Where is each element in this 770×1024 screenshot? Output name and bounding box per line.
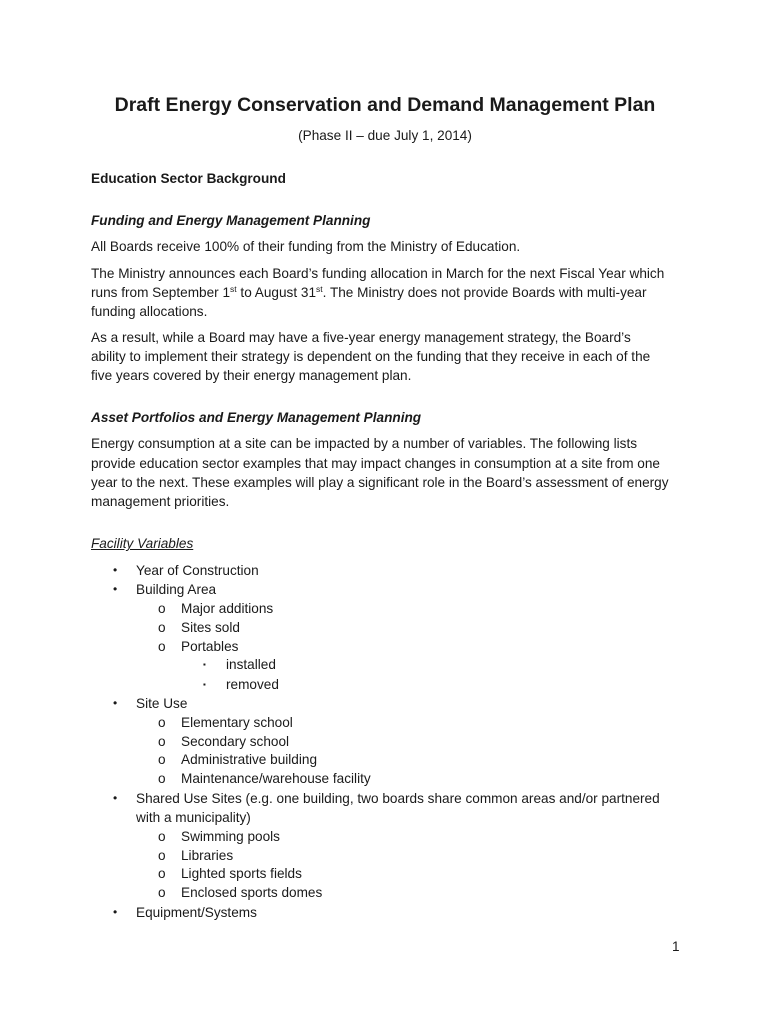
- circle-bullet-icon: o: [158, 829, 166, 844]
- list-item-elementary: Elementary school: [181, 715, 293, 730]
- list-item-equipment: Equipment/Systems: [136, 905, 257, 920]
- circle-bullet-icon: o: [158, 752, 166, 767]
- square-bullet-icon: ▪: [203, 660, 206, 669]
- list-item-year-of-construction: Year of Construction: [136, 563, 259, 578]
- page-subtitle: (Phase II – due July 1, 2014): [298, 128, 472, 143]
- superscript: st: [316, 284, 323, 294]
- page-title: Draft Energy Conservation and Demand Management Plan: [114, 94, 656, 116]
- circle-bullet-icon: o: [158, 848, 166, 863]
- assets-paragraph-line-1: Energy consumption at a site can be impacted by a number of variables. The following lists: [91, 436, 638, 451]
- text-fragment: to August 31: [236, 285, 317, 300]
- list-item-libraries: Libraries: [181, 848, 234, 863]
- list-item-shared-use-line-2: with a municipality): [136, 810, 251, 825]
- list-item-major-additions: Major additions: [181, 601, 274, 616]
- assets-heading: Asset Portfolios and Energy Management Planning: [91, 410, 422, 425]
- list-item-pools: Swimming pools: [181, 829, 280, 844]
- list-item-maintenance: Maintenance/warehouse facility: [181, 771, 371, 786]
- bullet-icon: •: [113, 696, 118, 710]
- assets-paragraph-line-4: management priorities.: [91, 494, 230, 509]
- circle-bullet-icon: o: [158, 620, 166, 635]
- circle-bullet-icon: o: [158, 885, 166, 900]
- square-bullet-icon: ▪: [203, 680, 206, 689]
- circle-bullet-icon: o: [158, 601, 166, 616]
- funding-paragraph-2-line-1: The Ministry announces each Board’s funding allocation in March for the next Fiscal Year which: [91, 266, 665, 281]
- list-item-sites-sold: Sites sold: [181, 620, 240, 635]
- funding-paragraph-3-line-1: As a result, while a Board may have a five-year energy management strategy, the Board’s: [91, 330, 631, 345]
- circle-bullet-icon: o: [158, 734, 166, 749]
- section-heading: Education Sector Background: [91, 171, 286, 186]
- bullet-icon: •: [113, 582, 118, 596]
- circle-bullet-icon: o: [158, 866, 166, 881]
- list-item-building-area: Building Area: [136, 582, 217, 597]
- funding-paragraph-2-line-3: funding allocations.: [91, 304, 208, 319]
- page-number: 1: [672, 939, 680, 954]
- list-item-installed: installed: [226, 657, 276, 672]
- funding-paragraph-3-line-3: five years covered by their energy management plan.: [91, 368, 412, 383]
- list-item-portables: Portables: [181, 639, 239, 654]
- list-item-sports-domes: Enclosed sports domes: [181, 885, 323, 900]
- list-item-lighted-fields: Lighted sports fields: [181, 866, 302, 881]
- bullet-icon: •: [113, 791, 118, 805]
- list-item-shared-use-line-1: Shared Use Sites (e.g. one building, two boards share common areas and/or partnered: [136, 791, 660, 806]
- circle-bullet-icon: o: [158, 771, 166, 786]
- circle-bullet-icon: o: [158, 639, 166, 654]
- text-fragment: runs from September 1: [91, 285, 231, 300]
- list-item-secondary: Secondary school: [181, 734, 290, 749]
- list-item-removed: removed: [226, 677, 279, 692]
- list-item-administrative: Administrative building: [181, 752, 318, 767]
- assets-paragraph-line-2: provide education sector examples that may impact changes in consumption at a site from one: [91, 456, 660, 471]
- funding-heading: Funding and Energy Management Planning: [91, 213, 371, 228]
- list-item-site-use: Site Use: [136, 696, 188, 711]
- facility-heading: Facility Variables: [91, 536, 194, 551]
- circle-bullet-icon: o: [158, 715, 166, 730]
- bullet-icon: •: [113, 563, 118, 577]
- superscript: st: [230, 284, 237, 294]
- assets-paragraph-line-3: year to the next. These examples will play a significant role in the Board’s assessment of energy: [91, 475, 669, 490]
- text-fragment: . The Ministry does not provide Boards with multi-year: [322, 285, 647, 300]
- funding-paragraph-1: All Boards receive 100% of their funding from the Ministry of Education.: [91, 239, 521, 254]
- funding-paragraph-2-line-2: [91, 285, 647, 300]
- bullet-icon: •: [113, 905, 118, 919]
- funding-paragraph-3-line-2: ability to implement their strategy is dependent on the funding that they receive in each of the: [91, 349, 651, 364]
